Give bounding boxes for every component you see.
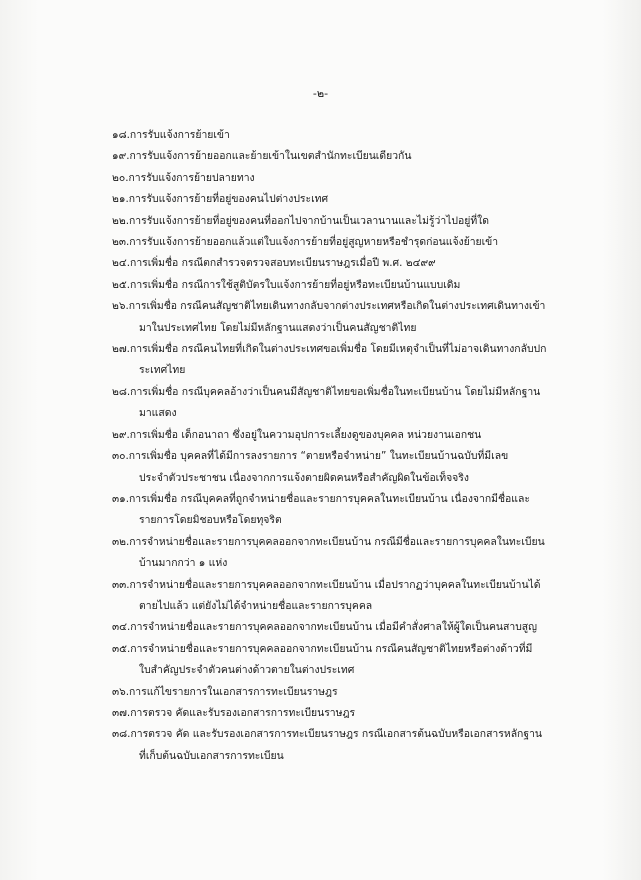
item-number: ๑๘. [112,129,130,141]
item-text: การเพิ่มชื่อ กรณีบุคคลอ้างว่าเป็นคนมีสัญชาติไทยขอเพิ่มชื่อในทะเบียนบ้าน โดยไม่มีหลักฐาน [130,385,541,398]
list-item-first-line [112,382,572,403]
list-item-first-line [112,275,572,296]
list-item-first-line [112,232,572,253]
list-item [112,168,572,189]
list-item [112,489,572,532]
list-item [112,617,572,638]
list-item-first-line [112,639,572,660]
list-item [112,575,572,618]
item-number: ๒๙. [112,428,130,441]
list-item [112,425,572,446]
item-number: ๒๓. [112,236,130,249]
item-number: ๑๙. [112,150,130,163]
item-text: การจำหน่ายชื่อและรายการบุคคลออกจากทะเบียนบ้าน เมื่อปรากฏว่าบุคคลในทะเบียนบ้านได้ [129,578,541,591]
list-item-first-line [112,211,572,232]
item-number: ๒๘. [112,385,131,398]
list-item-first-line [112,425,572,446]
list-item-first-line [112,446,572,467]
list-item-first-line [112,339,572,360]
item-text-continuation: ตายไปแล้ว แต่ยังไม่ได้จำหน่ายชื่อและรายการบุคคล [139,599,373,612]
item-number: ๒๔. [112,257,131,270]
item-text: การจำหน่ายชื่อและรายการบุคคลออกจากทะเบียนบ้าน กรณีคนสัญชาติไทยหรือต่างด้าวที่มี [130,642,533,655]
item-text: การเพิ่มชื่อ กรณีการใช้สูติบัตรใบแจ้งการย้ายที่อยู่หรือทะเบียนบ้านแบบเดิม [130,278,461,291]
item-number: ๓๔. [112,621,131,634]
list-item [112,253,572,274]
list-item-first-line [112,682,572,703]
list-item [112,682,572,703]
list-item-first-line [112,724,572,745]
list-item [112,125,572,146]
item-text: การเพิ่มชื่อ กรณีคนสัญชาติไทยเดินทางกลับจากต่างประเทศหรือเกิดในต่างประเทศเดินทางเข้า [128,300,546,313]
item-text: การรับแจ้งการย้ายเข้า [129,129,230,141]
list-item-first-line [112,146,572,167]
list-item-first-line [112,125,572,146]
item-text-continuation: มาในประเทศไทย โดยไม่มีหลักฐานแสดงว่าเป็นคนสัญชาติไทย [139,321,417,334]
item-number: ๒๐. [112,171,129,184]
item-text: การแก้ไขรายการในเอกสารการทะเบียนราษฎร [129,685,338,698]
item-number: ๒๒. [112,214,130,227]
item-number: ๓๕. [112,642,131,655]
list-item [112,532,572,575]
list-item-first-line [112,617,572,638]
item-text: การตรวจ คัดและรับรองเอกสารการทะเบียนราษฎร [130,706,356,719]
item-text-continuation: ระเทศไทย [139,364,186,377]
item-number: ๓๗. [112,706,131,719]
list-item [112,382,572,425]
item-text: การรับแจ้งการย้ายที่อยู่ของคนที่ออกไปจากบ้านเป็นเวลานานและไม่รู้ว่าไปอยู่ที่ใด [129,214,489,227]
list-item [112,446,572,489]
list-item [112,339,572,382]
list-item [112,232,572,253]
list-item-first-line [112,703,572,724]
item-text: การจำหน่ายชื่อและรายการบุคคลออกจากทะเบียนบ้าน เมื่อมีคำสั่งศาลให้ผู้ใดเป็นคนสาบสูญ [130,621,537,634]
item-text: การเพิ่มชื่อ เด็กอนาถา ซึ่งอยู่ในความอุปการะเลี้ยงดูของบุคคล หน่วยงานเอกชน [129,428,482,441]
list-item [112,296,572,339]
item-number: ๓๒. [112,535,130,548]
list-item [112,211,572,232]
item-number: ๓๘. [112,728,131,741]
item-number: ๒๕. [112,278,131,291]
item-text: การเพิ่มชื่อ กรณีบุคคลที่ถูกจำหน่ายชื่อและรายการบุคคลในทะเบียนบ้าน เนื่องจากมีชื่อและ [129,492,530,505]
item-text-continuation: ที่เก็บต้นฉบับเอกสารการทะเบียน [139,749,284,762]
item-number: ๒๗. [112,343,130,356]
list-item [112,703,572,724]
list-item-first-line [112,575,572,596]
item-number: ๓๐. [112,450,129,463]
list-item [112,639,572,682]
list-item-first-line [112,296,572,317]
item-number: ๒๖. [112,300,129,313]
item-text: การรับแจ้งการย้ายออกแล้วแต่ใบแจ้งการย้ายที่อยู่สูญหายหรือชำรุดก่อนแจ้งย้ายเข้า [129,236,499,249]
list-item [112,724,572,767]
list-item [112,275,572,296]
list-item-first-line [112,168,572,189]
item-text: การเพิ่มชื่อ บุคคลที่ได้มีการลงรายการ “ตายหรือจำหน่าย” ในทะเบียนบ้านฉบับที่มีเลข [128,450,509,463]
list-item-first-line [112,532,572,553]
item-text-continuation: บ้านมากกว่า ๑ แห่ง [139,557,228,570]
list-item-first-line [112,489,572,510]
list-item-first-line [112,189,572,210]
item-text: การรับแจ้งการย้ายที่อยู่ของคนไปต่างประเทศ [128,193,329,206]
item-text: การตรวจ คัด และรับรองเอกสารการทะเบียนราษฎร กรณีเอกสารต้นฉบับหรือเอกสารหลักฐาน [130,728,543,741]
page-number: -๒- [312,87,329,100]
list-item [112,189,572,210]
item-text: การเพิ่มชื่อ กรณีคนไทยที่เกิดในต่างประเทศขอเพิ่มชื่อ โดยมีเหตุจำเป็นที่ไม่อาจเดินทางกลับปก [129,343,547,356]
item-text-continuation: รายการโดยมิชอบหรือโดยทุจริต [139,514,282,527]
list-item-first-line [112,253,572,274]
service-list [112,125,572,767]
item-text: การรับแจ้งการย้ายปลายทาง [128,171,255,184]
item-number: ๓๑. [112,492,130,505]
list-item [112,146,572,167]
item-number: ๓๖. [112,685,130,698]
item-number: ๒๑. [112,193,129,206]
item-text: การรับแจ้งการย้ายออกและย้ายเข้าในเขตสำนักทะเบียนเดียวกัน [129,150,412,163]
item-text-continuation: ประจำตัวประชาชน เนื่องจากการแจ้งตายผิดคนหรือสำคัญผิดในข้อเท็จจริง [139,471,469,484]
item-number: ๓๓. [112,578,130,591]
item-text-continuation: ใบสำคัญประจำตัวคนต่างด้าวตายในต่างประเทศ [139,664,355,677]
item-text-continuation: มาแสดง [139,407,177,420]
item-text: การจำหน่ายชื่อและรายการบุคคลออกจากทะเบียนบ้าน กรณีมีชื่อและรายการบุคคลในทะเบียน [129,535,545,548]
item-text: การเพิ่มชื่อ กรณีตกสำรวจตรวจสอบทะเบียนราษฎรเมื่อปี พ.ศ. ๒๔๙๙ [130,257,436,270]
